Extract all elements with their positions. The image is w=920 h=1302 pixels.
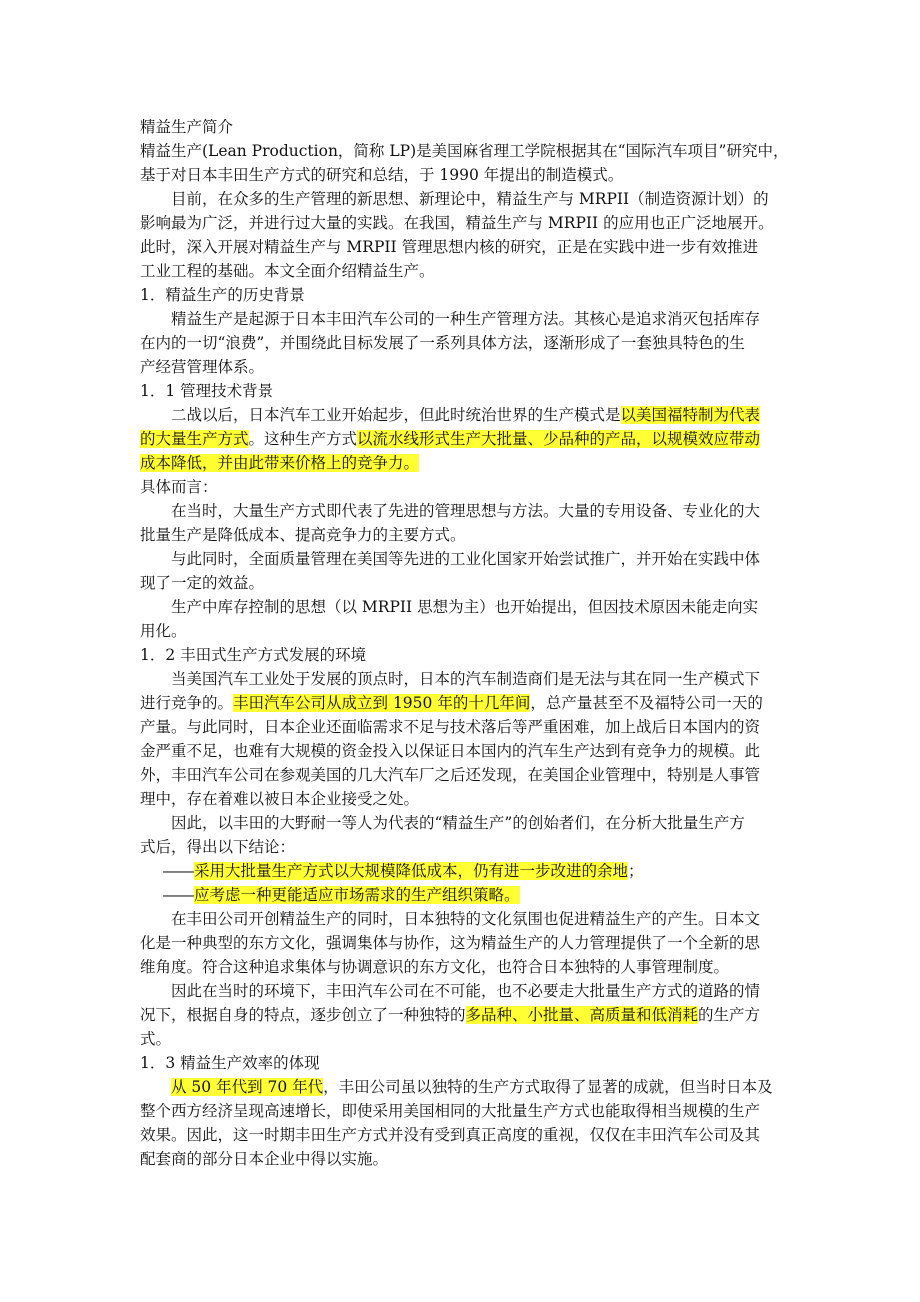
text-run: 的生产方 — [698, 1006, 761, 1024]
section-heading: 1．精益生产的历史背景 — [140, 286, 305, 304]
body-line — [140, 451, 419, 475]
body-line — [140, 715, 760, 739]
text-run: 目前，在众多的生产管理的新思想、新理论中，精益生产与 MRPII（制造资源计划）的 — [171, 190, 769, 208]
body-line — [140, 571, 264, 595]
text-run: 进行竞争的。 — [140, 694, 234, 712]
body-line — [140, 835, 295, 859]
body-line — [171, 547, 760, 571]
body-line — [140, 931, 760, 955]
body-line — [140, 763, 760, 787]
conclusion-item — [163, 859, 644, 883]
body-line — [140, 1027, 171, 1051]
body-line — [140, 331, 745, 355]
text-run: 精益生产(Lean Production，简称 LP)是美国麻省理工学院根据其在“国际汽车项目”研究中， — [140, 142, 789, 160]
text-run: 效果。因此，这一时期丰田生产方式并没有受到真正高度的重视，仅仅在丰田汽车公司及其 — [140, 1126, 761, 1144]
text-run: 在内的一切“浪费”，并围绕此目标发展了一系列具体方法，逐渐形成了一套独具特色的生 — [140, 334, 745, 352]
body-line — [140, 787, 419, 811]
text-run: 整个西方经济呈现高速增长，即使采用美国相同的大批量生产方式也能取得相当规模的生产 — [140, 1102, 761, 1120]
dash-marker: ―― — [163, 862, 194, 880]
intro-line — [171, 187, 769, 211]
text-run: 配套商的部分日本企业中得以实施。 — [140, 1150, 389, 1168]
body-line — [171, 595, 758, 619]
text-run: 产经营管理体系。 — [140, 358, 265, 376]
body-line — [140, 355, 264, 379]
text-run: 式后，得出以下结论： — [140, 838, 296, 856]
text-run: 式。 — [140, 1030, 172, 1048]
intro-line — [140, 259, 435, 283]
text-run: 因此，以丰田的大野耐一等人为代表的“精益生产”的创始者们，在分析大批量生产方 — [171, 814, 745, 832]
body-line — [140, 523, 466, 547]
body-line — [171, 979, 760, 1003]
body-line — [140, 1147, 388, 1171]
body-line — [140, 1099, 760, 1123]
text-run: 精益生产是起源于日本丰田汽车公司的一种生产管理方法。其核心是追求消灭包括库存 — [171, 310, 761, 328]
text-run: 化是一种典型的东方文化，强调集体与协作，这为精益生产的人力管理提供了一个全新的思 — [140, 934, 761, 952]
text-run: 当美国汽车工业处于发展的顶点时，日本的汽车制造商们是无法与其在同一生产模式下 — [171, 670, 761, 688]
body-line — [140, 1003, 760, 1027]
text-run: 金严重不足，也难有大规模的资金投入以保证日本国内的汽车生产达到有竞争力的规模。此 — [140, 742, 761, 760]
text-run: 。这种生产方式 — [248, 430, 358, 448]
text-run: 二战以后，日本汽车工业开始起步，但此时统治世界的生产模式是 — [171, 406, 621, 424]
text-run: 批量生产是降低成本、提高竞争力的主要方式。 — [140, 526, 466, 544]
highlighted-text: 成本降低，并由此带来价格上的竞争力。 — [140, 454, 420, 472]
section-heading: 1．2 丰田式生产方式发展的环境 — [140, 646, 367, 664]
text-run: 基于对日本丰田生产方式的研究和总结，于 1990 年提出的制造模式。 — [140, 166, 624, 184]
conclusion-item — [163, 883, 520, 907]
text-run: 维角度。符合这种追求集体与协调意识的东方文化，也符合日本独特的人事管理制度。 — [140, 958, 730, 976]
text-run: 生产中库存控制的思想（以 MRPII 思想为主）也开始提出，但因技术原因未能走向实 — [171, 598, 759, 616]
body-line — [171, 403, 760, 427]
body-line — [171, 1075, 773, 1099]
body-line — [171, 307, 760, 331]
intro-line — [140, 235, 758, 259]
text-run: 在当时，大量生产方式即代表了先进的管理思想与方法。大量的专用设备、专业化的大 — [171, 502, 761, 520]
section-heading: 1．3 精益生产效率的体现 — [140, 1054, 320, 1072]
intro-line — [140, 163, 623, 187]
document-title: 精益生产简介 — [140, 118, 234, 136]
body-line — [171, 667, 760, 691]
text-run: 与此同时，全面质量管理在美国等先进的工业化国家开始尝试推广，并开始在实践中体 — [171, 550, 761, 568]
text-run: 具体而言： — [140, 478, 218, 496]
body-line — [140, 955, 729, 979]
text-run: 产量。与此同时，日本企业还面临需求不足与技术落后等严重困难，加上战后日本国内的资 — [140, 718, 761, 736]
text-run: 影响最为广泛，并进行过大量的实践。在我国，精益生产与 MRPII 的应用也正广泛地展开。 — [140, 214, 774, 232]
intro-line — [140, 211, 774, 235]
highlighted-text: 以流水线形式生产大批量、少品种的产品，以规模效应带动 — [357, 430, 761, 448]
section-heading: 1．1 管理技术背景 — [140, 382, 274, 400]
text-run: 此时，深入开展对精益生产与 MRPII 管理思想内核的研究，正是在实践中进一步有效推进 — [140, 238, 759, 256]
body-line — [171, 499, 760, 523]
body-line — [140, 475, 218, 499]
text-run: 现了一定的效益。 — [140, 574, 265, 592]
text-run: ，丰田公司虽以独特的生产方式取得了显著的成就，但当时日本及 — [323, 1078, 773, 1096]
text-run: ； — [628, 862, 644, 880]
highlighted-text: 从 50 年代到 70 年代 — [171, 1078, 324, 1096]
highlighted-text: 采用大批量生产方式以大规模降低成本，仍有进一步改进的余地 — [194, 862, 629, 880]
body-line — [140, 427, 760, 451]
highlighted-text: 多品种、小批量、高质量和低消耗 — [465, 1006, 699, 1024]
body-line — [140, 739, 760, 763]
body-line — [140, 1123, 760, 1147]
text-run: 况下，根据自身的特点，逐步创立了一种独特的 — [140, 1006, 466, 1024]
body-line — [140, 619, 187, 643]
dash-marker: ―― — [163, 886, 194, 904]
intro-line — [140, 139, 788, 163]
text-run: 在丰田公司开创精益生产的同时，日本独特的文化氛围也促进精益生产的产生。日本文 — [171, 910, 761, 928]
highlighted-text: 以美国福特制为代表 — [620, 406, 761, 424]
body-line — [171, 811, 745, 835]
highlighted-text: 丰田汽车公司从成立到 1950 年的十几年间 — [233, 694, 531, 712]
highlighted-text: 的大量生产方式 — [140, 430, 249, 448]
text-run: 外，丰田汽车公司在参观美国的几大汽车厂之后还发现，在美国企业管理中，特别是人事管 — [140, 766, 761, 784]
body-line — [171, 907, 760, 931]
text-run: ，总产量甚至不及福特公司一天的 — [530, 694, 763, 712]
highlighted-text: 应考虑一种更能适应市场需求的生产组织策略。 — [194, 886, 520, 904]
body-line — [140, 691, 763, 715]
text-run: 用化。 — [140, 622, 187, 640]
text-run: 因此在当时的环境下，丰田汽车公司在不可能，也不必要走大批量生产方式的道路的情 — [171, 982, 761, 1000]
text-run: 理中，存在着难以被日本企业接受之处。 — [140, 790, 420, 808]
text-run: 工业工程的基础。本文全面介绍精益生产。 — [140, 262, 435, 280]
